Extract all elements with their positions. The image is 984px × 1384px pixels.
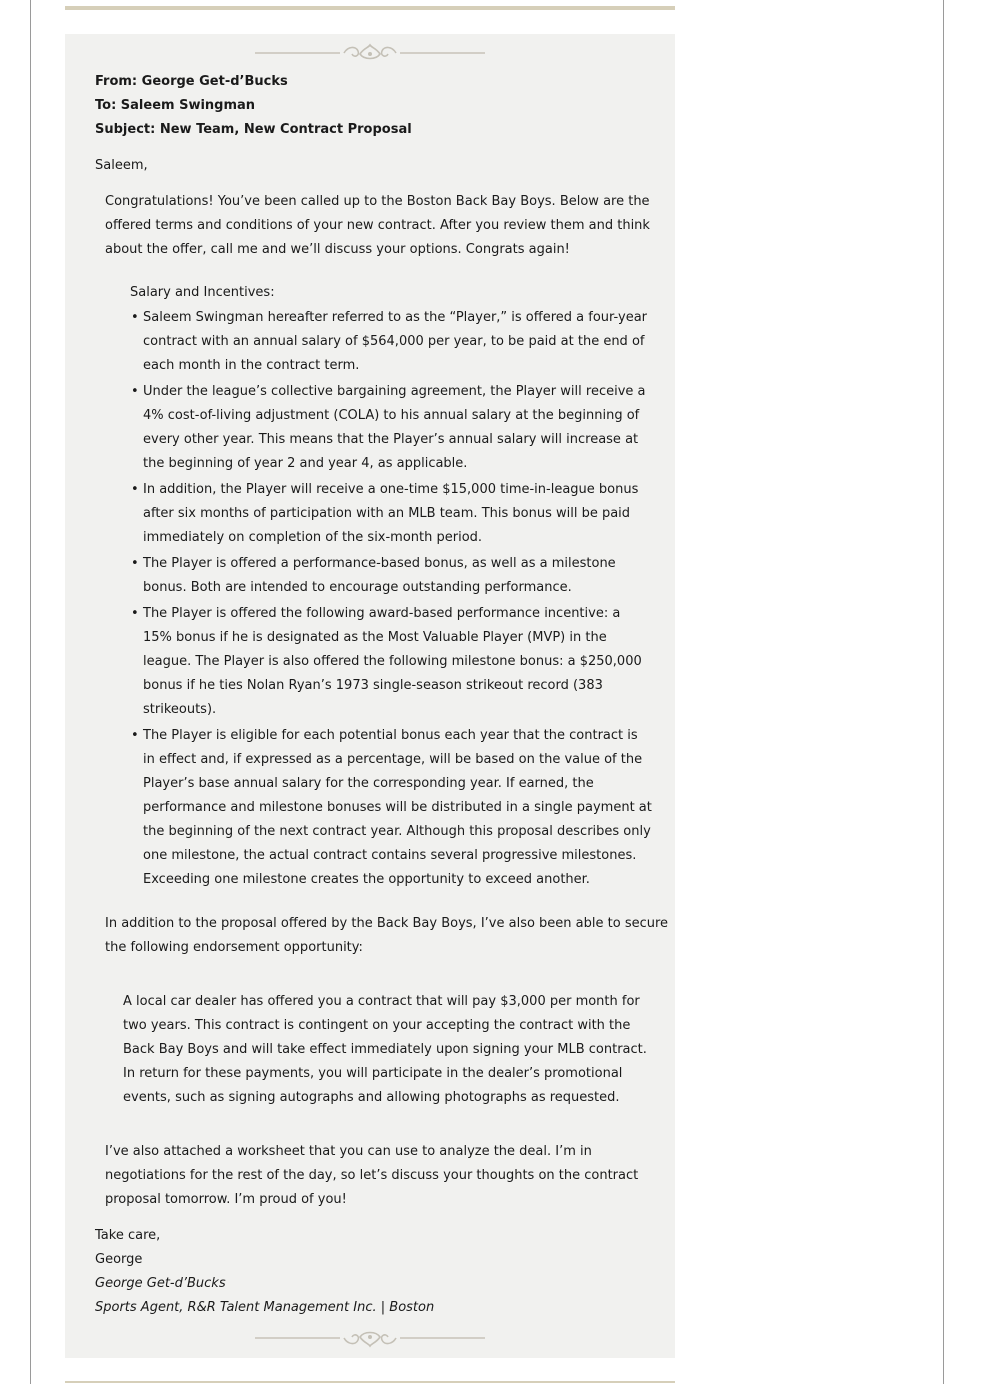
- bullet-dot-icon: •: [131, 310, 139, 325]
- list-item-line: league. The Player is also offered the following milestone bonus: a $250,000: [143, 654, 642, 669]
- list-item-line: 4% cost-of-living adjustment (COLA) to his annual salary at the beginning of: [143, 408, 640, 423]
- bullet-dot-icon: •: [131, 556, 139, 571]
- list-item-line: one milestone, the actual contract contains several progressive milestones.: [143, 848, 637, 863]
- email-from: From: George Get-d’Bucks: [95, 74, 288, 89]
- list-item-line: Saleem Swingman hereafter referred to as the “Player,” is offered a four-year: [143, 310, 648, 325]
- list-item-line: Exceeding one milestone creates the opportunity to exceed another.: [143, 872, 590, 887]
- list-item-line: every other year. This means that the Player’s annual salary will increase at: [143, 432, 639, 447]
- list-item-line: 15% bonus if he is designated as the Most Valuable Player (MVP) in the: [143, 630, 607, 645]
- endorsement-detail-line: A local car dealer has offered you a contract that will pay $3,000 per month for: [123, 994, 640, 1009]
- intro-line: about the offer, call me and we’ll discuss your options. Congrats again!: [105, 242, 570, 257]
- list-item-line: after six months of participation with an MLB team. This bonus will be paid: [143, 506, 631, 521]
- list-item-line: immediately on completion of the six-month period.: [143, 530, 483, 545]
- sender-first-name: George: [95, 1252, 143, 1267]
- list-item-line: bonus if he ties Nolan Ryan’s 1973 single-season strikeout record (383: [143, 678, 603, 693]
- closing-line: I’ve also attached a worksheet that you can use to analyze the deal. I’m in: [105, 1144, 592, 1159]
- endorsement-detail-line: two years. This contract is contingent on your accepting the contract with the: [123, 1018, 631, 1033]
- list-item-line: the beginning of the next contract year. Although this proposal describes only: [143, 824, 651, 839]
- signoff: Take care,: [95, 1228, 161, 1243]
- list-item-line: Player’s base annual salary for the corresponding year. If earned, the: [143, 776, 594, 791]
- greeting: Saleem,: [95, 158, 148, 173]
- signature-name: George Get-d’Bucks: [95, 1276, 226, 1291]
- bullet-dot-icon: •: [131, 384, 139, 399]
- list-item-line: contract with an annual salary of $564,000 per year, to be paid at the end of: [143, 334, 645, 349]
- endorsement-detail-line: Back Bay Boys and will take effect immediately upon signing your MLB contract.: [123, 1042, 647, 1057]
- intro-line: Congratulations! You’ve been called up to the Boston Back Bay Boys. Below are the: [105, 194, 650, 209]
- list-item-line: strikeouts).: [143, 702, 217, 717]
- list-item-line: the beginning of year 2 and year 4, as applicable.: [143, 456, 468, 471]
- list-item-line: performance and milestone bonuses will be distributed in a single payment at: [143, 800, 652, 815]
- list-item-line: Under the league’s collective bargaining agreement, the Player will receive a: [143, 384, 646, 399]
- list-item-line: The Player is offered a performance-based bonus, as well as a milestone: [143, 556, 616, 571]
- email-to: To: Saleem Swingman: [95, 98, 256, 113]
- list-item-line: In addition, the Player will receive a one-time $15,000 time-in-league bonus: [143, 482, 639, 497]
- list-item-line: bonus. Both are intended to encourage outstanding performance.: [143, 580, 572, 595]
- bullet-dot-icon: •: [131, 728, 139, 743]
- closing-line: proposal tomorrow. I’m proud of you!: [105, 1192, 347, 1207]
- top-accent-rule: [65, 6, 675, 10]
- signature-title: Sports Agent, R&R Talent Management Inc. | Boston: [95, 1300, 435, 1315]
- intro-line: offered terms and conditions of your new contract. After you review them and think: [105, 218, 650, 233]
- endorsement-intro-line: the following endorsement opportunity:: [105, 940, 363, 955]
- endorsement-detail-line: In return for these payments, you will participate in the dealer’s promotional: [123, 1066, 623, 1081]
- closing-line: negotiations for the rest of the day, so let’s discuss your thoughts on the contract: [105, 1168, 639, 1183]
- bottom-accent-rule: [65, 1381, 675, 1383]
- endorsement-intro-line: In addition to the proposal offered by the Back Bay Boys, I’ve also been able to secure: [105, 916, 669, 931]
- endorsement-detail-line: events, such as signing autographs and allowing photographs as requested.: [123, 1090, 620, 1105]
- section-heading: Salary and Incentives:: [130, 285, 275, 300]
- flourish-divider-icon: [250, 1327, 490, 1349]
- list-item-line: each month in the contract term.: [143, 358, 360, 373]
- bullet-dot-icon: •: [131, 606, 139, 621]
- email-subject: Subject: New Team, New Contract Proposal: [95, 122, 412, 137]
- list-item-line: The Player is offered the following award-based performance incentive: a: [143, 606, 621, 621]
- list-item-line: The Player is eligible for each potential bonus each year that the contract is: [143, 728, 638, 743]
- bullet-dot-icon: •: [131, 482, 139, 497]
- flourish-divider-icon: [250, 42, 490, 64]
- list-item-line: in effect and, if expressed as a percentage, will be based on the value of the: [143, 752, 643, 767]
